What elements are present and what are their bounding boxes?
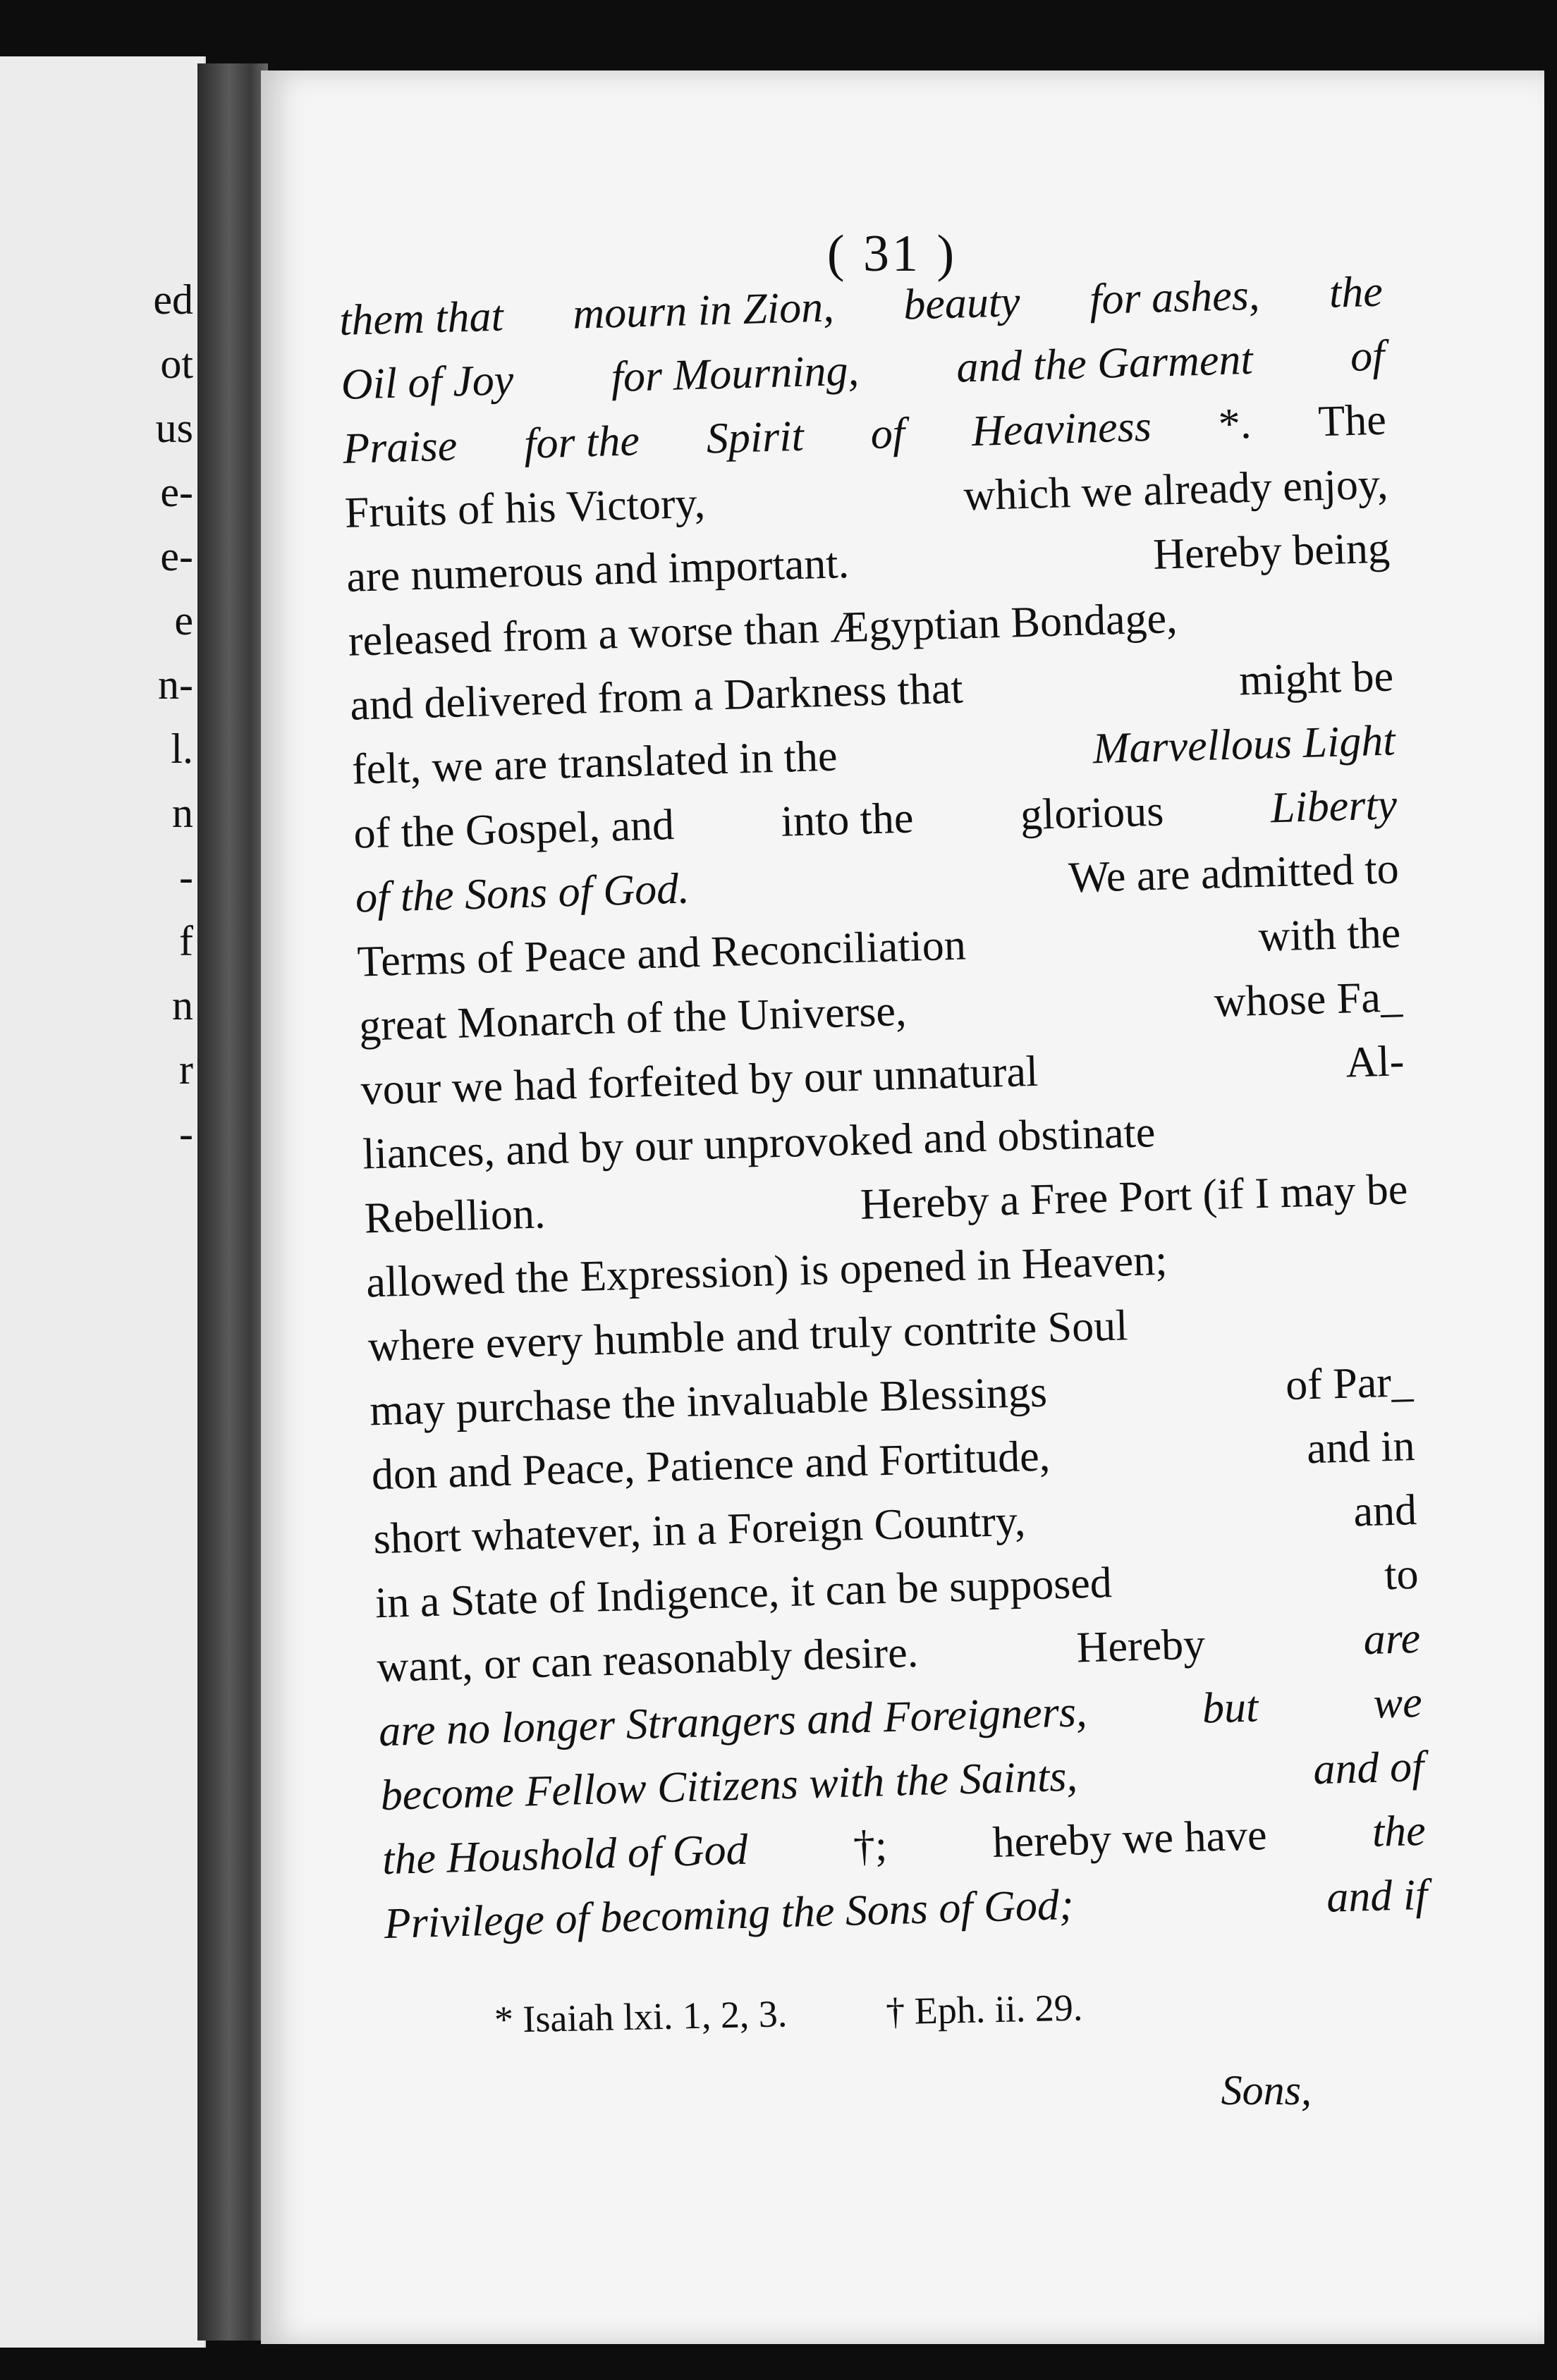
text-segment: into the xyxy=(780,794,915,846)
text-segment: are no longer Strangers and Foreigners, xyxy=(378,1688,1088,1756)
text-segment: of the Sons of God. xyxy=(355,864,690,922)
text-segment: of Par_ xyxy=(1285,1358,1414,1410)
text-segment: whose Fa_ xyxy=(1213,973,1403,1026)
text-segment: Hereby being xyxy=(1152,524,1391,579)
footnote-isaiah: * Isaiah lxi. 1, 2, 3. xyxy=(494,1992,788,2041)
catchword: Sons, xyxy=(1221,2067,1312,2114)
left-fragment: r xyxy=(179,1046,193,1093)
text-segment: for the xyxy=(523,417,640,468)
text-segment: Fruits of his Victory, xyxy=(343,479,706,537)
text-segment: in a State of Indigence, it can be supposed xyxy=(374,1559,1113,1628)
text-segment: the xyxy=(1328,267,1384,317)
text-segment: hereby we have xyxy=(991,1811,1268,1867)
text-segment: don and Peace, Patience and Fortitude, xyxy=(371,1432,1051,1499)
text-segment: allowed the Expression) is opened in Heaven; xyxy=(365,1236,1168,1307)
text-segment: become Fellow Citizens with the Saints, xyxy=(379,1752,1078,1820)
text-segment: and delivered from a Darkness that xyxy=(349,664,964,730)
text-segment: Terms of Peace and Reconciliation xyxy=(356,921,967,986)
left-fragment: e xyxy=(174,597,193,644)
text-segment: and if xyxy=(1326,1870,1429,1922)
text-segment: may purchase the invaluable Blessings xyxy=(369,1368,1048,1435)
text-segment: Rebellion. xyxy=(363,1189,547,1243)
left-fragment: f xyxy=(179,918,193,964)
text-segment: but xyxy=(1201,1683,1259,1733)
text-segment: The xyxy=(1317,395,1387,446)
text-segment: we xyxy=(1372,1678,1423,1728)
left-fragment: e- xyxy=(160,533,193,579)
text-segment: felt, we are translated in the xyxy=(351,732,838,794)
text-segment: *. xyxy=(1217,399,1252,449)
text-segment: great Monarch of the Universe, xyxy=(358,986,908,1050)
text-segment: where every humble and truly contrite Soul xyxy=(367,1301,1129,1371)
left-fragment: - xyxy=(179,854,193,900)
text-segment: Liberty xyxy=(1270,780,1398,833)
text-segment: the Houshold of God xyxy=(381,1825,749,1884)
footnote-ephesians: † Eph. ii. 29. xyxy=(885,1986,1083,2033)
book-gutter xyxy=(197,63,268,2341)
text-segment: might be xyxy=(1238,652,1394,705)
left-fragment: n xyxy=(172,982,193,1029)
text-segment: with the xyxy=(1257,909,1402,961)
left-page xyxy=(0,56,206,2348)
text-segment: for ashes, xyxy=(1089,271,1261,324)
left-fragment: n- xyxy=(158,661,193,708)
text-segment: vour we had forfeited by our unnatural xyxy=(360,1047,1039,1115)
text-segment: short whatever, in a Foreign Country, xyxy=(372,1497,1027,1564)
text-segment: Hereby a Free Port (if I may be xyxy=(860,1165,1409,1229)
text-segment: released from a worse than Ægyptian Bondage, xyxy=(348,594,1178,665)
text-segment: liances, and by our unprovoked and obstinate xyxy=(362,1108,1156,1179)
text-segment: Hereby xyxy=(1075,1620,1207,1672)
text-segment: them that xyxy=(338,292,504,345)
text-segment: We are admitted to xyxy=(1068,845,1400,902)
left-fragment: e- xyxy=(160,469,193,515)
text-segment: Oil of Joy xyxy=(340,356,515,409)
text-segment: the xyxy=(1371,1806,1427,1856)
left-fragment: ed xyxy=(153,276,193,323)
left-fragment: ot xyxy=(160,341,193,387)
text-segment: which we already enjoy, xyxy=(963,460,1389,520)
left-fragment: l. xyxy=(171,725,193,772)
text-segment: and in xyxy=(1306,1422,1416,1473)
text-segment: beauty xyxy=(903,278,1021,329)
text-segment: mourn in Zion, xyxy=(572,283,835,338)
text-segment: Al- xyxy=(1345,1037,1405,1087)
text-segment: and xyxy=(1353,1485,1417,1536)
left-page-fragments xyxy=(153,268,193,1166)
text-segment: Privilege of becoming the Sons of God; xyxy=(383,1880,1075,1949)
left-fragment: n xyxy=(172,790,193,836)
text-segment: Praise xyxy=(342,422,458,473)
left-fragment: - xyxy=(179,1110,193,1157)
text-segment: Marvellous Light xyxy=(1092,716,1396,773)
text-segment: Spirit xyxy=(705,412,805,463)
body-text xyxy=(338,260,1428,1956)
text-segment: and the Garment xyxy=(955,335,1254,392)
text-segment: want, or can reasonably desire. xyxy=(376,1628,920,1692)
text-segment: are numerous and important. xyxy=(346,539,850,601)
text-segment: for Mourning, xyxy=(610,346,860,402)
page-number: ( 31 ) xyxy=(826,225,958,283)
text-segment: and of xyxy=(1312,1742,1425,1794)
text-segment: Heaviness xyxy=(971,402,1152,455)
text-segment: of xyxy=(869,409,905,458)
text-segment: of xyxy=(1350,331,1386,381)
text-segment: of the Gospel, and xyxy=(353,801,675,858)
text-segment: †; xyxy=(852,1822,889,1871)
left-fragment: us xyxy=(155,405,193,451)
text-segment: glorious xyxy=(1020,787,1165,840)
text-segment: to xyxy=(1384,1550,1419,1600)
text-segment: are xyxy=(1362,1614,1421,1664)
